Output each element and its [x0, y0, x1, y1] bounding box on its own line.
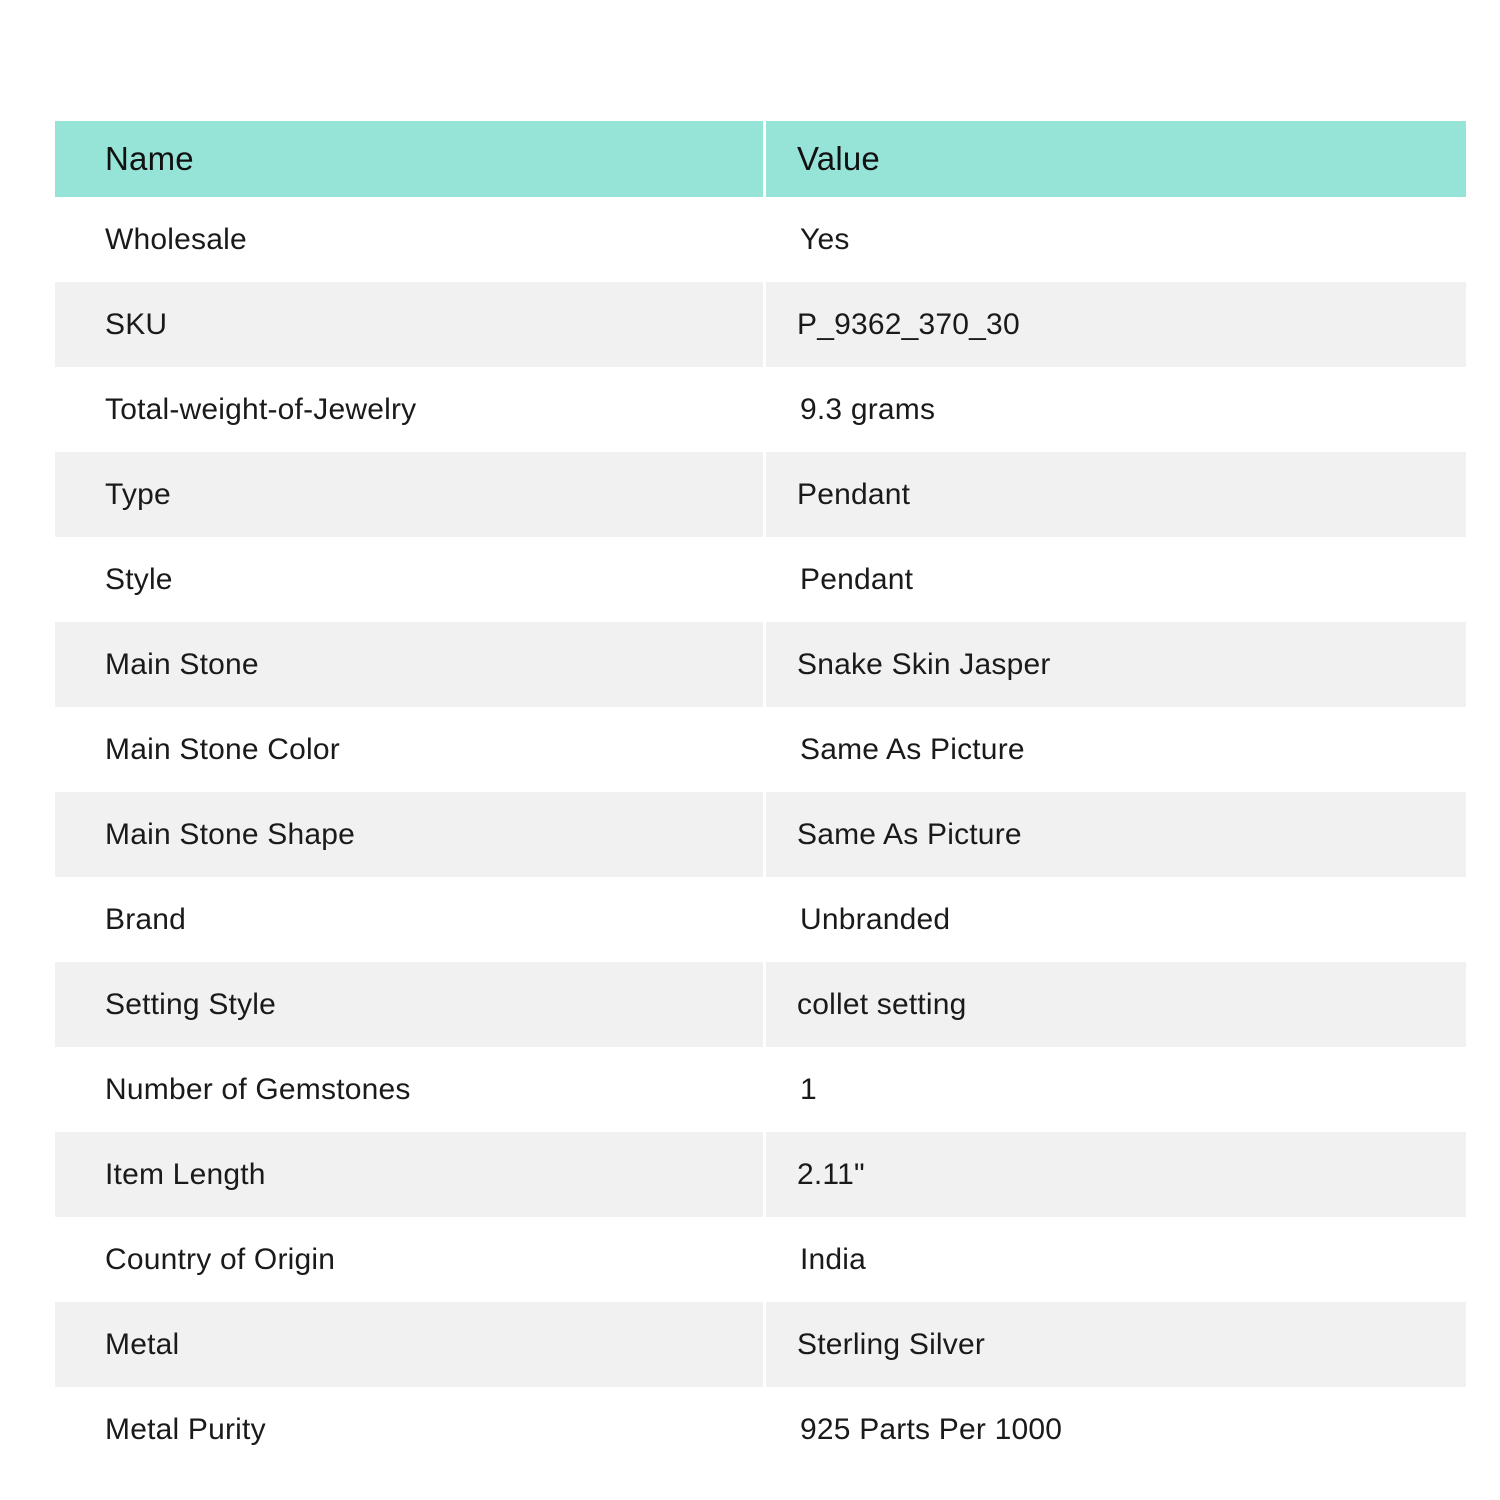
table-row	[55, 1047, 1466, 1132]
table-row	[55, 707, 1466, 792]
table-row	[55, 962, 1466, 1047]
row-value-cell: Pendant	[797, 477, 911, 511]
row-name-cell: Brand	[105, 902, 187, 936]
row-value-cell: Snake Skin Jasper	[797, 647, 1051, 681]
table-row	[55, 367, 1466, 452]
row-name-cell: Total-weight-of-Jewelry	[105, 392, 417, 426]
table-row	[55, 1132, 1466, 1217]
row-name-cell: Item Length	[55, 1132, 766, 1217]
column-header-value: Value	[797, 140, 880, 177]
row-name-cell: Wholesale	[105, 222, 247, 256]
table-row	[55, 282, 1466, 367]
table-row	[55, 792, 1466, 877]
table-row	[55, 537, 1466, 622]
row-name-cell: Setting Style	[55, 962, 766, 1047]
row-value-cell: Same As Picture	[800, 732, 1025, 766]
table-row	[55, 1302, 1466, 1387]
table-header-row	[55, 121, 1466, 197]
row-value-cell: 9.3 grams	[800, 392, 936, 426]
row-value-cell: 1	[800, 1072, 817, 1106]
row-value-cell: Pendant	[800, 562, 914, 596]
table-row	[55, 622, 1466, 707]
row-name-cell: Main Stone Shape	[55, 792, 766, 877]
row-name-cell: Main Stone Color	[105, 732, 340, 766]
row-name-cell: Type	[55, 452, 766, 537]
table-row	[55, 1387, 1466, 1472]
column-header-name: Name	[55, 121, 766, 197]
row-name-cell: Main Stone	[55, 622, 766, 707]
row-name-cell: SKU	[55, 282, 766, 367]
row-value-cell: Sterling Silver	[797, 1327, 986, 1361]
row-value-cell: Unbranded	[800, 902, 951, 936]
row-name-cell: Metal	[55, 1302, 766, 1387]
row-value-cell: collet setting	[797, 987, 967, 1021]
row-name-cell: Metal Purity	[105, 1412, 266, 1446]
table-row	[55, 1217, 1466, 1302]
table-row	[55, 452, 1466, 537]
table-row	[55, 197, 1466, 282]
row-name-cell: Style	[105, 562, 173, 596]
row-value-cell: 925 Parts Per 1000	[800, 1412, 1063, 1446]
row-value-cell: Same As Picture	[797, 817, 1022, 851]
row-value-cell: 2.11"	[797, 1157, 865, 1191]
specifications-table	[55, 121, 1466, 1472]
row-value-cell: Yes	[800, 222, 850, 256]
row-name-cell: Country of Origin	[105, 1242, 336, 1276]
row-value-cell: India	[800, 1242, 867, 1276]
row-value-cell: P_9362_370_30	[797, 307, 1020, 341]
table-row	[55, 877, 1466, 962]
row-name-cell: Number of Gemstones	[105, 1072, 411, 1106]
